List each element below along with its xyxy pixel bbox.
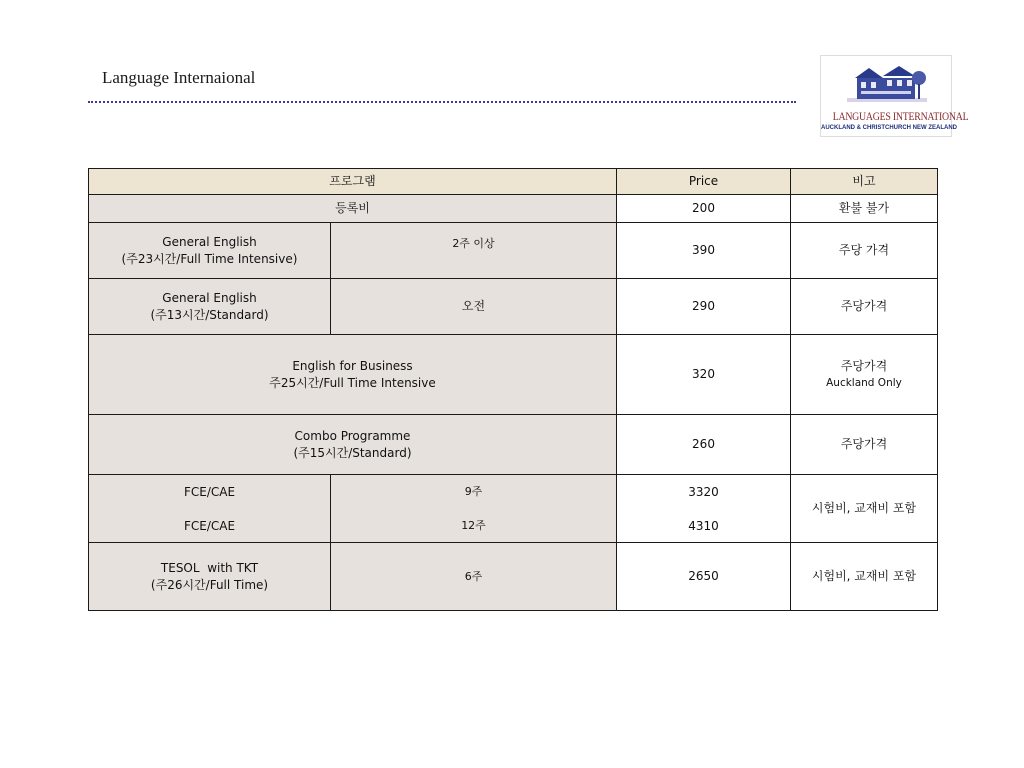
tesol-note: 시험비, 교재비 포함 bbox=[791, 543, 938, 611]
header-note: 비고 bbox=[791, 169, 938, 195]
ge-intensive-program bbox=[89, 223, 331, 279]
header-program: 프로그램 bbox=[89, 169, 617, 195]
business-note-cell bbox=[791, 335, 938, 415]
title-divider bbox=[88, 101, 796, 103]
ge-intensive-note: 주당 가격 bbox=[791, 223, 938, 279]
ge-standard-detail: 오전 bbox=[331, 279, 617, 335]
ge-intensive-hours: (주23시간/Full Time Intensive) bbox=[121, 251, 298, 266]
registration-price: 200 bbox=[617, 195, 791, 223]
ge-intensive-name: General English bbox=[162, 234, 257, 249]
table-row bbox=[89, 223, 938, 279]
table-row bbox=[89, 279, 938, 335]
languages-international-logo bbox=[820, 55, 969, 137]
logo-brand-text: LANGUAGES INTERNATIONAL bbox=[832, 109, 969, 123]
fce-detail-2: 12주 bbox=[461, 518, 486, 532]
combo-name: Combo Programme bbox=[294, 428, 411, 443]
ge-standard-note: 주당가격 bbox=[791, 279, 938, 335]
fce-price bbox=[617, 475, 791, 543]
table-row bbox=[89, 415, 938, 475]
business-price: 320 bbox=[617, 335, 791, 415]
business-program bbox=[89, 335, 617, 415]
logo-sub-text: AUCKLAND & CHRISTCHURCH NEW ZEALAND bbox=[821, 125, 957, 131]
tesol-program bbox=[89, 543, 331, 611]
tesol-hours: (주26시간/Full Time) bbox=[150, 577, 269, 592]
business-hours: 주25시간/Full Time Intensive bbox=[269, 375, 436, 390]
table-row bbox=[89, 543, 938, 611]
fce-price-1: 3320 bbox=[688, 484, 719, 499]
table-row bbox=[89, 475, 938, 543]
combo-note: 주당가격 bbox=[791, 415, 938, 475]
header-price: Price bbox=[617, 169, 791, 195]
price-table bbox=[88, 168, 938, 611]
tesol-name: TESOL with TKT bbox=[160, 560, 259, 575]
fce-name-2: FCE/CAE bbox=[183, 518, 236, 533]
registration-label: 등록비 bbox=[89, 195, 617, 223]
table-row bbox=[89, 335, 938, 415]
business-note: 주당가격 bbox=[840, 358, 888, 373]
building-logo-icon bbox=[847, 58, 927, 104]
ge-standard-hours: (주13시간/Standard) bbox=[150, 307, 269, 322]
page-title: Language Internaional bbox=[102, 68, 256, 87]
ge-standard-price: 290 bbox=[617, 279, 791, 335]
fce-note: 시험비, 교재비 포함 bbox=[791, 475, 938, 543]
table-header-row bbox=[89, 169, 938, 195]
ge-intensive-detail: 2주 이상 bbox=[331, 223, 617, 279]
registration-note: 환불 불가 bbox=[791, 195, 938, 223]
fce-detail-1: 9주 bbox=[464, 484, 483, 498]
ge-standard-program bbox=[89, 279, 331, 335]
fce-detail bbox=[331, 475, 617, 543]
ge-intensive-price: 390 bbox=[617, 223, 791, 279]
table-row bbox=[89, 195, 938, 223]
business-note-location: Auckland Only bbox=[826, 376, 902, 389]
business-name: English for Business bbox=[292, 358, 413, 373]
ge-standard-name: General English bbox=[162, 290, 257, 305]
combo-price: 260 bbox=[617, 415, 791, 475]
combo-program bbox=[89, 415, 617, 475]
fce-program bbox=[89, 475, 331, 543]
fce-name-1: FCE/CAE bbox=[183, 484, 236, 499]
combo-hours: (주15시간/Standard) bbox=[293, 445, 412, 460]
tesol-detail: 6주 bbox=[331, 543, 617, 611]
fce-price-2: 4310 bbox=[688, 518, 719, 533]
tesol-price: 2650 bbox=[617, 543, 791, 611]
